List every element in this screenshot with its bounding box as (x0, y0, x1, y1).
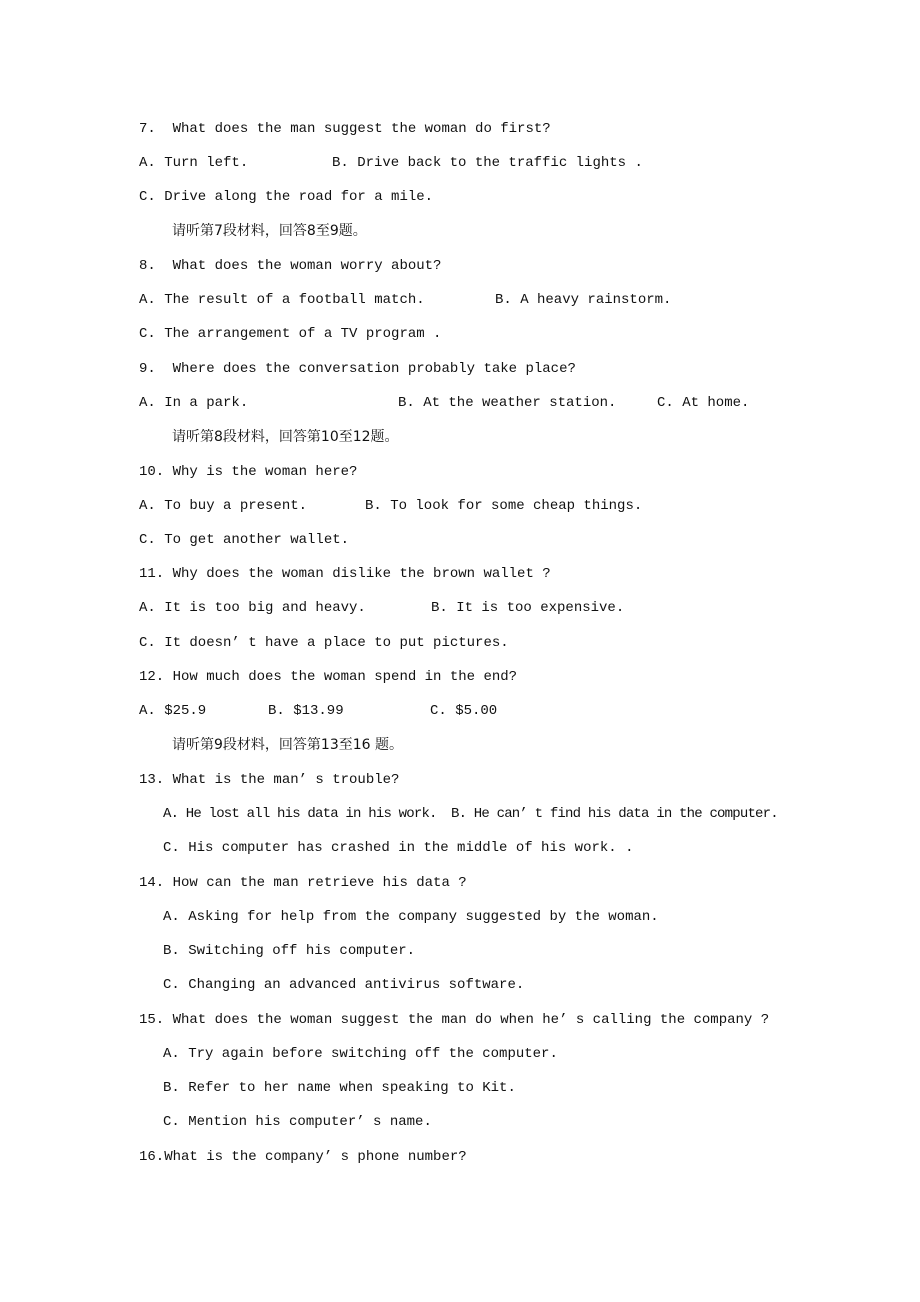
option-8b: B. A heavy rainstorm. (495, 292, 672, 308)
option-9c: C. At home. (657, 395, 750, 411)
option-7a: A. Turn left. (139, 155, 249, 171)
section-7-instruction: 请听第7段材料，回答8至9题。 (172, 223, 367, 239)
question-13: 13. What is the man’ s trouble? (139, 772, 400, 788)
option-10c: C. To get another wallet. (139, 532, 350, 548)
option-7b: B. Drive back to the traffic lights . (332, 155, 643, 171)
option-7c: C. Drive along the road for a mile. (139, 189, 434, 205)
option-12b: B. $13.99 (268, 703, 344, 719)
option-14c: C. Changing an advanced antivirus software. (163, 977, 525, 993)
option-15b: B. Refer to her name when speaking to Kit. (163, 1080, 516, 1096)
option-15a: A. Try again before switching off the computer. (163, 1046, 558, 1062)
question-15: 15. What does the woman suggest the man do when he’ s calling the company ? (139, 1012, 770, 1028)
option-8a: A. The result of a football match. (139, 292, 425, 308)
option-11b: B. It is too expensive. (431, 600, 625, 616)
question-16: 16.What is the company’ s phone number? (139, 1149, 467, 1165)
option-9a: A. In a park. (139, 395, 249, 411)
section-9-instruction: 请听第9段材料，回答第13至16 题。 (172, 737, 403, 753)
option-13a: A. He lost all his data in his work. (163, 806, 437, 822)
question-12: 12. How much does the woman spend in the end? (139, 669, 518, 685)
section-8-instruction: 请听第8段材料，回答第10至12题。 (172, 429, 399, 445)
question-11: 11. Why does the woman dislike the brown wallet ? (139, 566, 551, 582)
option-13b: B. He can’ t find his data in the computer. (451, 806, 778, 822)
option-8c: C. The arrangement of a TV program . (139, 326, 442, 342)
option-9b: B. At the weather station. (398, 395, 617, 411)
question-14: 14. How can the man retrieve his data ? (139, 875, 467, 891)
option-14a: A. Asking for help from the company suggested by the woman. (163, 909, 659, 925)
question-10: 10. Why is the woman here? (139, 464, 358, 480)
option-12c: C. $5.00 (430, 703, 498, 719)
option-12a: A. $25.9 (139, 703, 207, 719)
option-10b: B. To look for some cheap things. (365, 498, 643, 514)
option-14b: B. Switching off his computer. (163, 943, 416, 959)
option-11c: C. It doesn’ t have a place to put pictures. (139, 635, 509, 651)
question-8: 8. What does the woman worry about? (139, 258, 442, 274)
option-13c: C. His computer has crashed in the middle of his work. . (163, 840, 634, 856)
question-9: 9. Where does the conversation probably take place? (139, 361, 576, 377)
option-10a: A. To buy a present. (139, 498, 308, 514)
option-11a: A. It is too big and heavy. (139, 600, 366, 616)
option-15c: C. Mention his computer’ s name. (163, 1114, 432, 1130)
question-7: 7. What does the man suggest the woman do first? (139, 121, 551, 137)
